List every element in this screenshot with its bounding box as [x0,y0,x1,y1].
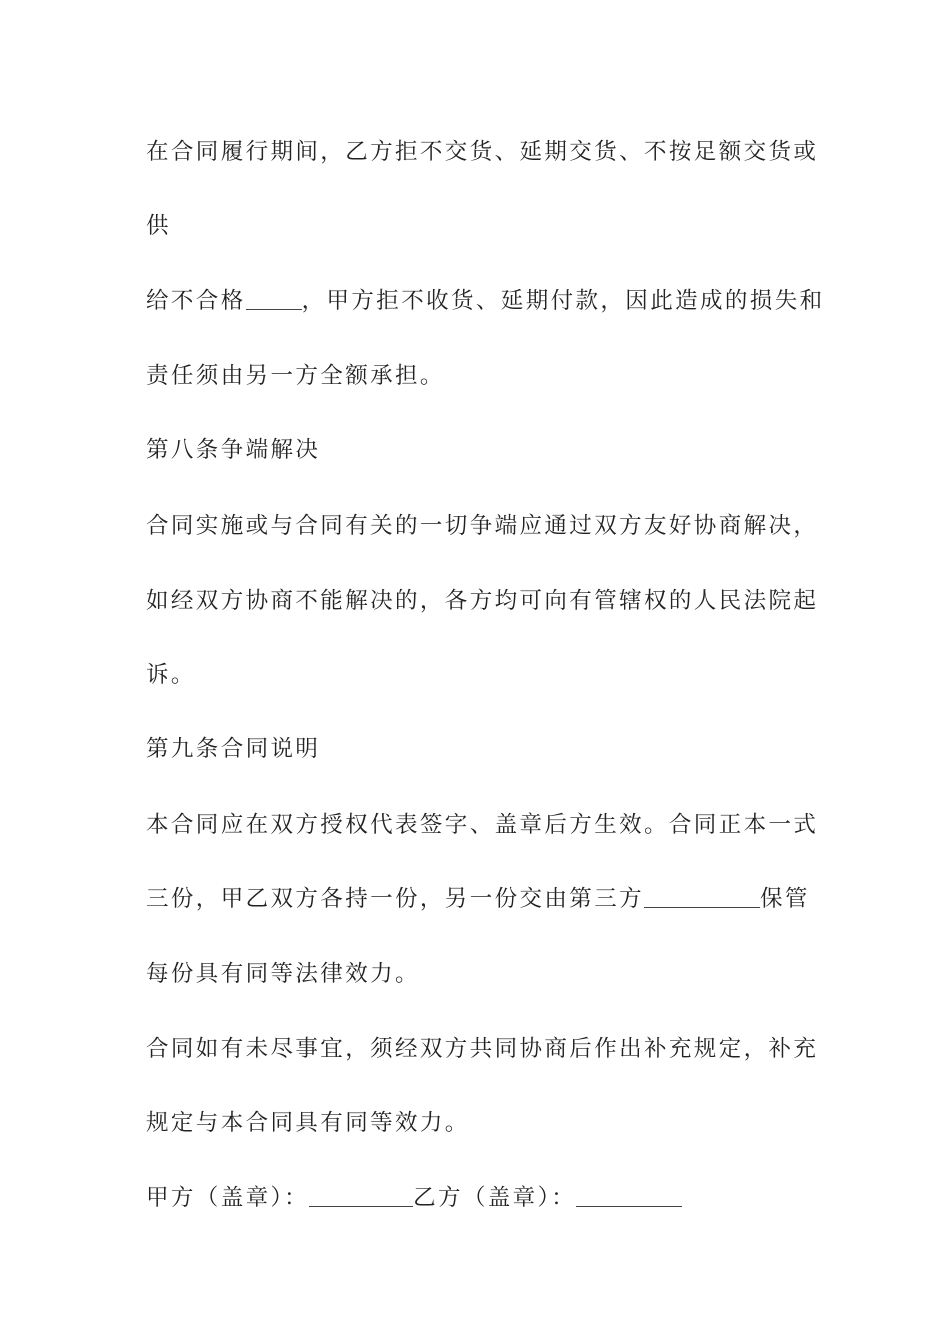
text-line: 规定与本合同具有同等效力。 [146,1110,470,1136]
party-a-signature-blank [309,1184,413,1207]
party-b-label: 乙方（盖章）： [413,1185,577,1211]
text-line: 每份具有同等法律效力。 [146,961,420,987]
text-line [146,884,816,914]
text-fragment: 保管 [760,886,810,912]
text-line: 诉。 [146,662,196,688]
text-line: 在合同履行期间，乙方拒不交货、延期交货、不按足额交货或 [146,139,819,165]
text-line: 如经双方协商不能解决的，各方均可向有管辖权的人民法院起 [146,588,819,614]
text-fragment: ，甲方拒不收货、延期付款，因此造成的损失和 [301,288,825,314]
signature-line [146,1183,816,1213]
text-fragment: 给不合格 [146,288,246,314]
text-line: 供 [146,213,171,239]
text-line: 合同如有未尽事宜，须经双方共同协商后作出补充规定，补充 [146,1036,819,1062]
text-line: 本合同应在双方授权代表签字、盖章后方生效。合同正本一式 [146,812,819,838]
section-heading: 第九条合同说明 [146,736,321,762]
text-line [146,286,825,316]
party-b-signature-blank [576,1184,682,1207]
text-fragment: 三份，甲乙双方各持一份，另一份交由第三方 [146,886,645,912]
section-heading: 第八条争端解决 [146,437,321,463]
party-a-label: 甲方（盖章）： [146,1185,310,1211]
fill-in-blank [644,885,760,908]
text-line: 责任须由另一方全额承担。 [146,363,445,389]
text-line: 合同实施或与合同有关的一切争端应通过双方友好协商解决， [146,513,819,539]
fill-in-blank [246,287,302,310]
